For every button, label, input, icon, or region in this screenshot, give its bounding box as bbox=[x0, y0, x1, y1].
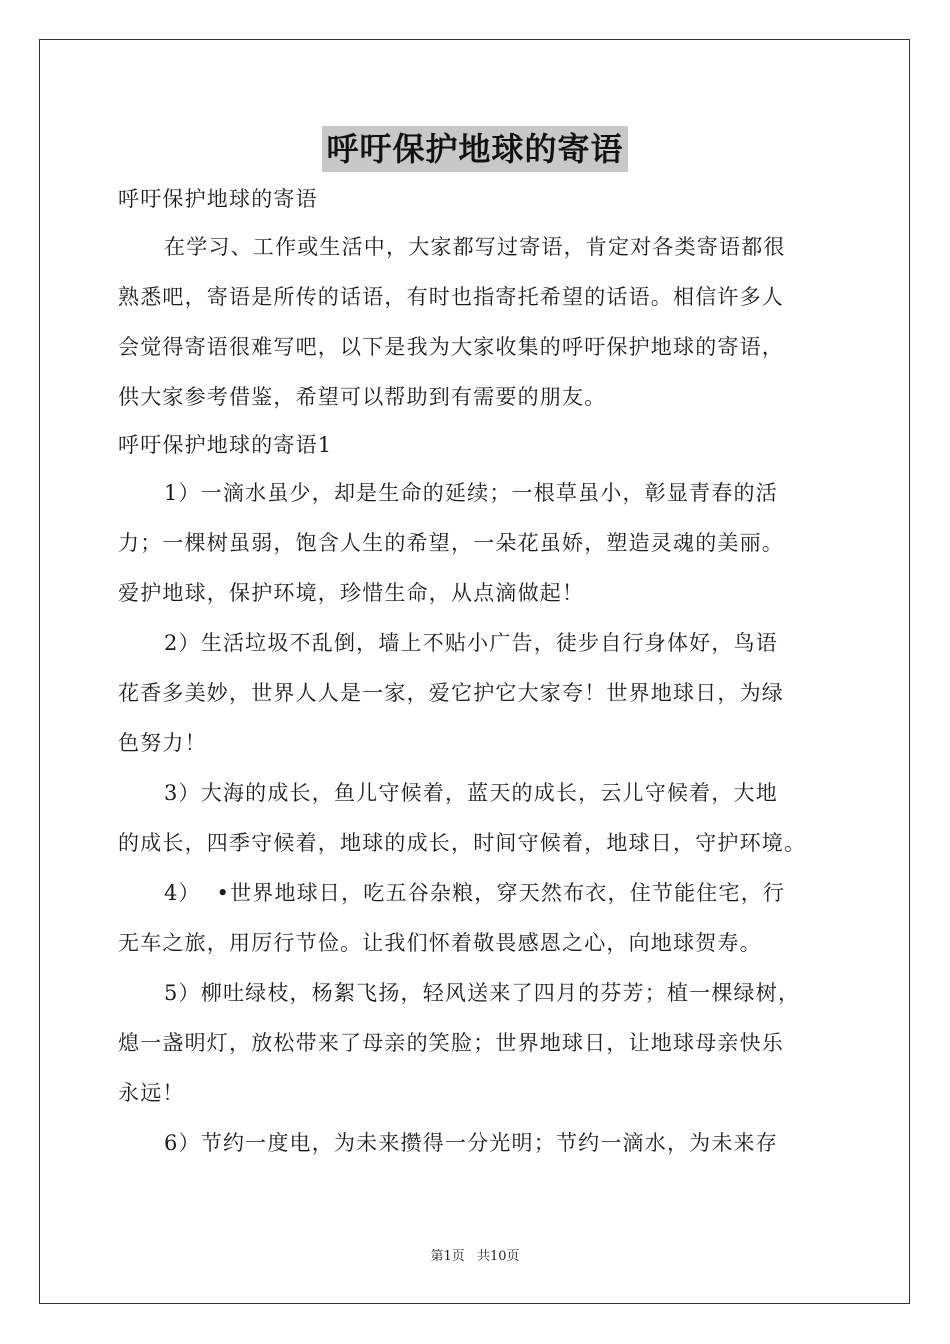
section-heading: 呼吁保护地球的寄语1 bbox=[118, 433, 333, 457]
item-line: 爱护地球，保护环境，珍惜生命，从点滴做起！ bbox=[118, 581, 585, 605]
title-wrap bbox=[0, 126, 950, 172]
item-paragraph-2 bbox=[118, 626, 838, 760]
intro-paragraph bbox=[118, 230, 838, 414]
item-line: 2）生活垃圾不乱倒，墙上不贴小广告，徒步自行身体好，鸟语 bbox=[164, 631, 778, 655]
document-subtitle: 呼吁保护地球的寄语 bbox=[118, 187, 318, 211]
intro-line: 在学习、工作或生活中，大家都写过寄语，肯定对各类寄语都很 bbox=[164, 235, 786, 259]
item-line: 永远！ bbox=[118, 1081, 185, 1105]
item-line: 无车之旅，用厉行节俭。让我们怀着敬畏感恩之心，向地球贺寿。 bbox=[118, 931, 762, 955]
item-line: 的成长，四季守候着，地球的成长，时间守候着，地球日，守护环境。 bbox=[118, 831, 807, 855]
intro-line: 供大家参考借鉴，希望可以帮助到有需要的朋友。 bbox=[118, 385, 607, 409]
item-line: 5）柳吐绿枝，杨絮飞扬，轻风送来了四月的芬芳；植一棵绿树， bbox=[164, 981, 801, 1005]
intro-line: 会觉得寄语很难写吧，以下是我为大家收集的呼吁保护地球的寄语， bbox=[118, 335, 784, 359]
page-footer bbox=[0, 1245, 950, 1264]
item-line: 力；一棵树虽弱，饱含人生的希望，一朵花虽娇，塑造灵魂的美丽。 bbox=[118, 531, 784, 555]
document-body bbox=[118, 180, 838, 1176]
item-paragraph-6 bbox=[118, 1126, 838, 1160]
document-title: 呼吁保护地球的寄语 bbox=[322, 126, 627, 172]
item-line: 色努力！ bbox=[118, 731, 207, 755]
item-paragraph-3 bbox=[118, 776, 838, 860]
item-paragraph-5 bbox=[118, 976, 838, 1110]
intro-line: 熟悉吧，寄语是所传的话语，有时也指寄托希望的话语。相信许多人 bbox=[118, 285, 784, 309]
item-paragraph-4 bbox=[118, 876, 838, 960]
item-line: 1）一滴水虽少，却是生命的延续；一根草虽小，彰显青春的活 bbox=[164, 481, 778, 505]
item-line: 熄一盏明灯，放松带来了母亲的笑脸；世界地球日，让地球母亲快乐 bbox=[118, 1031, 784, 1055]
page-total: 共10页 bbox=[476, 1249, 520, 1264]
item-line: 6）节约一度电，为未来攒得一分光明；节约一滴水，为未来存 bbox=[164, 1131, 778, 1155]
item-line: 花香多美妙，世界人人是一家，爱它护它大家夸！世界地球日，为绿 bbox=[118, 681, 784, 705]
item-line: 4） •世界地球日，吃五谷杂粮，穿天然布衣，住节能住宅，行 bbox=[164, 881, 786, 905]
item-line: 3）大海的成长，鱼儿守候着，蓝天的成长，云儿守候着，大地 bbox=[164, 781, 778, 805]
item-paragraph-1 bbox=[118, 476, 838, 610]
page-number: 第1页 bbox=[430, 1249, 465, 1264]
